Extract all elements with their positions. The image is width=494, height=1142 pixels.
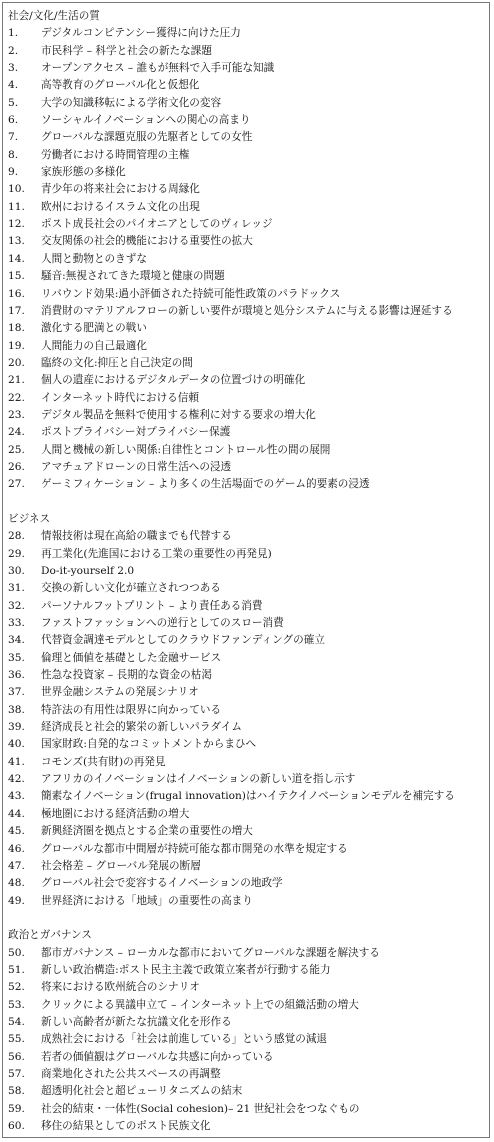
item-text: 新興経済圏を拠点とする企業の重要性の増大 — [41, 825, 253, 838]
trend-list — [3, 3, 489, 1135]
section-title: ビジネス — [8, 512, 51, 525]
list-item — [8, 962, 489, 979]
item-number: 50. — [8, 946, 25, 959]
list-item — [8, 355, 489, 372]
item-text: 人間と機械の新しい関係:自律性とコントロール性の間の展開 — [41, 443, 331, 456]
item-text: コモンズ(共有財)の再発見 — [41, 755, 166, 768]
item-text: Do-it-yourself 2.0 — [41, 565, 135, 577]
item-text: 若者の価値観はグローバルな共感に向かっている — [41, 1050, 274, 1063]
item-text: 高等教育のグローバル化と仮想化 — [41, 79, 200, 92]
item-text: 移住の結果としてのポスト民族文化 — [41, 1120, 211, 1132]
item-text: ファストファッションへの逆行としてのスロー消費 — [41, 617, 284, 630]
item-text: 個人の遺産におけるデジタルデータの位置づけの明確化 — [41, 374, 306, 387]
item-text: グローバルな都市中間層が持続可能な都市開発の水準を規定する — [41, 842, 348, 855]
item-number: 13. — [8, 235, 25, 248]
item-text: 極地圏における経済活動の増大 — [41, 807, 190, 820]
item-text: 新しい高齢者が新たな抗議文化を形作る — [41, 1015, 232, 1028]
item-number: 49. — [8, 894, 25, 907]
item-text: 性急な投資家 – 長期的な資金の枯渇 — [41, 669, 212, 682]
item-number: 15. — [8, 270, 25, 283]
item-text: 臨終の文化:抑圧と自己決定の間 — [41, 356, 193, 369]
item-text: リバウンド効果:過小評価された持続可能性政策のパラドックス — [41, 287, 341, 300]
list-item — [8, 476, 489, 493]
list-item — [8, 60, 489, 77]
list-item — [8, 181, 489, 198]
list-item — [8, 112, 489, 129]
item-text: クリックによる異議申立て – インターネット上での組織活動の増大 — [41, 998, 359, 1011]
item-text: 交友関係の社会的機能における重要性の拡大 — [41, 235, 253, 248]
list-item — [8, 528, 489, 545]
item-text: 激化する肥満との戦い — [41, 322, 147, 335]
item-number: 58. — [8, 1085, 25, 1098]
item-number: 32. — [8, 599, 25, 612]
item-number: 55. — [8, 1033, 25, 1046]
list-item — [8, 841, 489, 858]
item-text: 市民科学 – 科学と社会の新たな課題 — [41, 44, 212, 57]
section-title: 社会/文化/生活の質 — [8, 10, 100, 22]
list-item — [8, 216, 489, 233]
section-spacer — [8, 494, 489, 511]
list-item — [8, 129, 489, 146]
list-item — [8, 632, 489, 649]
list-item — [8, 372, 489, 389]
list-item — [8, 303, 489, 320]
item-number: 1. — [8, 27, 19, 40]
item-number: 7. — [8, 131, 19, 144]
list-item — [8, 286, 489, 303]
item-number: 56. — [8, 1050, 25, 1063]
item-text: 経済成長と社会的繁栄の新しいパラダイム — [41, 721, 242, 734]
item-text: 成熟社会における「社会は前進している」という感覚の減退 — [41, 1033, 328, 1046]
list-item — [8, 650, 489, 667]
item-number: 29. — [8, 547, 25, 560]
item-number: 19. — [8, 339, 25, 352]
item-text: ポスト成長社会のパイオニアとしてのヴィレッジ — [41, 218, 273, 231]
item-number: 59. — [8, 1102, 25, 1115]
item-number: 17. — [8, 304, 25, 317]
item-number: 42. — [8, 773, 25, 786]
item-number: 21. — [8, 374, 25, 387]
list-item — [8, 459, 489, 476]
list-item — [8, 1049, 489, 1066]
section-spacer — [8, 910, 489, 927]
item-text: パーソナルフットプリント – より責任ある消費 — [41, 599, 263, 612]
item-number: 53. — [8, 998, 25, 1011]
item-number: 35. — [8, 651, 25, 664]
list-item — [8, 979, 489, 996]
item-number: 36. — [8, 669, 25, 682]
list-item — [8, 1031, 489, 1048]
item-text: 人間と動物とのきずな — [41, 252, 147, 265]
item-number: 31. — [8, 582, 25, 595]
item-number: 4. — [8, 79, 19, 92]
item-number: 27. — [8, 478, 25, 491]
item-text: オープンアクセス – 誰もが無料で入手可能な知識 — [41, 62, 275, 75]
list-item — [8, 268, 489, 285]
item-text: アマチュアドローンの日常生活への浸透 — [41, 460, 232, 473]
list-item — [8, 147, 489, 164]
item-number: 5. — [8, 96, 19, 109]
list-item — [8, 1066, 489, 1083]
item-text: アフリカのイノベーションはイノベーションの新しい道を指し示す — [41, 773, 356, 786]
item-text: インターネット時代における信頼 — [41, 391, 199, 404]
item-text: 将来における欧州統合のシナリオ — [41, 981, 200, 994]
item-text: 世界経済における「地域」の重要性の高まり — [41, 894, 253, 907]
item-number: 33. — [8, 617, 25, 630]
section-title: 政治とガバナンス — [8, 929, 92, 942]
list-item — [8, 563, 489, 580]
item-text: 世界金融システムの発展シナリオ — [41, 686, 199, 699]
list-item — [8, 424, 489, 441]
item-text: デジタルコンピテンシー獲得に向けた圧力 — [41, 27, 241, 40]
list-item — [8, 806, 489, 823]
list-item — [8, 1118, 489, 1135]
item-number: 40. — [8, 738, 25, 751]
item-number: 57. — [8, 1067, 25, 1080]
list-item — [8, 788, 489, 805]
item-number: 48. — [8, 877, 25, 890]
list-item — [8, 25, 489, 42]
item-number: 47. — [8, 859, 25, 872]
item-number: 23. — [8, 408, 25, 421]
item-text: 大学の知識移転による学術文化の変容 — [41, 96, 222, 109]
list-item — [8, 598, 489, 615]
item-number: 26. — [8, 460, 25, 473]
item-number: 43. — [8, 790, 25, 803]
item-text: 交換の新しい文化が確立されつつある — [41, 582, 221, 595]
item-number: 46. — [8, 842, 25, 855]
item-text: 特許法の有用性は限界に向かっている — [41, 703, 222, 716]
item-number: 38. — [8, 703, 25, 716]
list-item — [8, 823, 489, 840]
item-number: 6. — [8, 114, 19, 127]
item-text: 超透明化社会と超ピューリタニズムの結末 — [41, 1085, 243, 1098]
item-number: 22. — [8, 391, 25, 404]
item-text: 商業地化された公共スペースの再調整 — [41, 1067, 221, 1080]
item-text: 人間能力の自己最適化 — [41, 339, 147, 352]
list-item — [8, 338, 489, 355]
item-number: 12. — [8, 218, 25, 231]
list-item — [8, 390, 489, 407]
item-number: 39. — [8, 721, 25, 734]
item-text: 情報技術は現在高給の職までも代替する — [41, 530, 232, 543]
item-text: 簡素なイノベーション(frugal innovation)はハイテクイノベーションモデルを補完する — [41, 790, 455, 803]
item-number: 11. — [8, 200, 25, 213]
item-number: 30. — [8, 565, 25, 577]
item-number: 51. — [8, 963, 25, 976]
item-text: 青少年の将来社会における周縁化 — [41, 183, 200, 196]
item-number: 28. — [8, 530, 25, 543]
list-item — [8, 667, 489, 684]
item-number: 37. — [8, 686, 25, 699]
list-item — [8, 199, 489, 216]
list-item — [8, 684, 489, 701]
list-item — [8, 320, 489, 337]
item-text: グローバル社会で変容するイノベーションの地政学 — [41, 877, 283, 890]
item-number: 10. — [8, 183, 25, 196]
list-item — [8, 893, 489, 910]
item-number: 44. — [8, 807, 25, 820]
item-text: 家族形態の多様化 — [41, 166, 126, 179]
list-item — [8, 771, 489, 788]
list-item — [8, 546, 489, 563]
list-item — [8, 875, 489, 892]
list-item — [8, 580, 489, 597]
list-item — [8, 736, 489, 753]
item-number: 18. — [8, 322, 25, 335]
item-text: 代替資金調達モデルとしてのクラウドファンディングの確立 — [41, 634, 325, 647]
item-number: 16. — [8, 287, 25, 300]
list-item — [8, 858, 489, 875]
item-text: ゲーミフィケーション – より多くの生活場面でのゲーム的要素の浸透 — [41, 478, 370, 491]
item-text: 倫理と価値を基礎とした金融サービス — [41, 651, 222, 664]
item-number: 52. — [8, 981, 25, 994]
item-number: 20. — [8, 356, 25, 369]
list-item — [8, 1014, 489, 1031]
list-item — [8, 233, 489, 250]
list-item — [8, 442, 489, 459]
list-item — [8, 945, 489, 962]
item-number: 25. — [8, 443, 25, 456]
item-text: 都市ガバナンス – ローカルな都市においてグローバルな課題を解決する — [41, 946, 380, 959]
item-text: 社会的結束・一体性(Social cohesion)– 21 世紀社会をつなぐもの — [41, 1102, 360, 1115]
list-item — [8, 43, 489, 60]
item-number: 34. — [8, 634, 25, 647]
item-text: 再工業化(先進国における工業の重要性の再発見) — [41, 547, 272, 560]
list-item — [8, 702, 489, 719]
item-text: デジタル製品を無料で使用する権利に対する要求の増大化 — [41, 408, 316, 421]
list-item — [8, 719, 489, 736]
item-number: 3. — [8, 62, 19, 75]
item-number: 8. — [8, 148, 19, 161]
item-text: 新しい政治構造:ポスト民主主義で政策立案者が行動する能力 — [41, 963, 331, 976]
item-text: 欧州におけるイスラム文化の出現 — [41, 200, 200, 213]
item-text: 労働者における時間管理の主権 — [41, 148, 190, 161]
list-item — [8, 77, 489, 94]
list-item — [8, 1083, 489, 1100]
item-text: グローバルな課題克服の先駆者としての女性 — [41, 131, 253, 144]
item-number: 2. — [8, 44, 19, 57]
item-text: 騒音:無視されてきた環境と健康の問題 — [41, 270, 225, 283]
item-number: 45. — [8, 825, 25, 838]
item-number: 24. — [8, 426, 25, 439]
list-item — [8, 615, 489, 632]
item-text: 消費財のマテリアルフローの新しい要件が環境と処分システムに与える影響は遅延する — [41, 304, 453, 317]
list-item — [8, 251, 489, 268]
list-item — [8, 754, 489, 771]
item-number: 9. — [8, 166, 19, 179]
item-number: 41. — [8, 755, 25, 768]
item-text: 国家財政:自発的なコミットメントからまひへ — [41, 738, 257, 751]
item-text: ポストプライバシー対プライバシー保護 — [41, 426, 231, 439]
item-text: 社会格差 – グローバル発展の断層 — [41, 859, 201, 872]
list-item — [8, 164, 489, 181]
item-number: 14. — [8, 252, 25, 265]
list-item — [8, 95, 489, 112]
list-item — [8, 997, 489, 1014]
list-item — [8, 1101, 489, 1118]
item-number: 54. — [8, 1015, 25, 1028]
item-text: ソーシャルイノベーションへの関心の高まり — [41, 114, 251, 127]
list-item — [8, 407, 489, 424]
item-number: 60. — [8, 1120, 25, 1132]
document-frame — [2, 2, 490, 1138]
